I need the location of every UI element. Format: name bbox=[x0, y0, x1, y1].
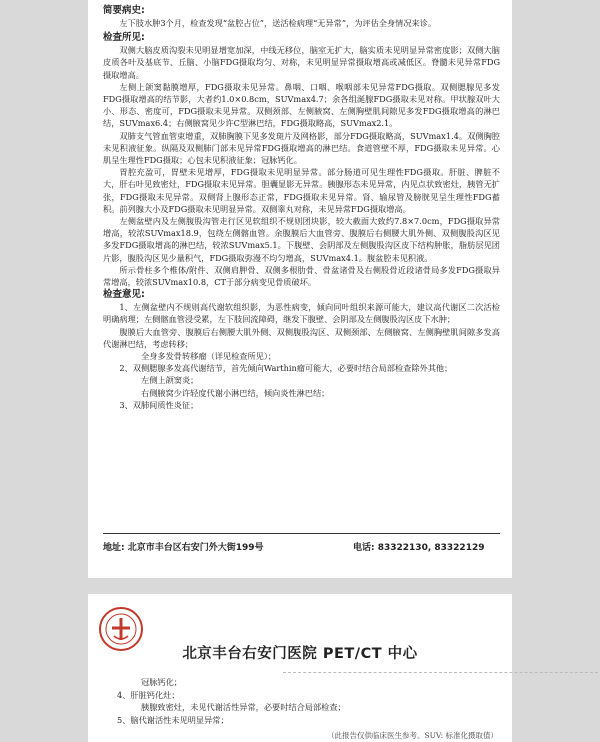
opinion-item: 2、双侧腮腺多发高代谢结节，首先倾向Warthin瘤可能大，必要时结合局部检查除外其他； bbox=[119, 363, 453, 374]
report-content bbox=[103, 4, 500, 411]
finding-paragraph: 双肺支气管血管束增重，双肺胸膜下见多发斑片及网格影，部分FDG摄取略高，SUVmax1.4。双侧胸腔未见积液征象。纵隔及双侧肺门部未见异常FDG摄取增高的淋巴结。食道管壁不厚，FDG摄取未见异常。心肌呈生理性FDG摄取；心包未见积液征象；冠脉钙化。 bbox=[103, 130, 500, 166]
continued-opinions bbox=[103, 676, 502, 726]
opinion-heading: 检查意见: bbox=[103, 289, 145, 301]
opinion-item: 全身多发骨转移瘤（详见检查所见）； bbox=[141, 351, 277, 362]
opinion-item: 3、双肺间质性炎征； bbox=[119, 399, 199, 410]
title-divider bbox=[283, 672, 600, 674]
opinion-item: 1、左侧盆壁内不规则高代谢软组织影，为恶性病变，倾向同叶组织来源可能大，建议高代谢区二次活检明确病理；左侧髂血管浸受累，左下肢回流障碍，继发下腹壁、会阴部及左侧腹股沟区皮下水肿； bbox=[103, 302, 500, 325]
opinion-item: 胰腺致密灶，未见代谢活性异常，必要时结合局部检查； bbox=[141, 702, 346, 712]
finding-paragraph: 左侧盆壁内及左侧腹股沟管走行区见软组织不规则团块影，较大截面大致约7.8×7.0cm，FDG摄取异常增高，较浓SUVmax18.9，包绕左侧髂血管。余腹膜后大血管旁、腹膜后右侧腰大肌外侧、双侧腹股沟区见多发FDG摄取增高的淋巴结，较浓SUVmax5.1。下腹壁、会阴部及左侧腹股沟区皮下结构肿胀，脂肪层见团片影，腹股沟区见少量积气，FDG摄取弥漫不均匀增高，SUVmax4.1。腹盆腔未见积液。 bbox=[103, 216, 500, 263]
opinion-item: 腹膜后大血管旁、腹膜后右侧腰大肌外侧、双侧腹股沟区、双侧颈部、左侧腋窝、左侧胸壁肌间隙多发高代谢淋巴结，考虑转移； bbox=[103, 326, 500, 349]
opinion-item: 5、脑代谢活性未见明显异常； bbox=[117, 714, 229, 725]
disclaimer-note: （此报告仅供临床医生参考。SUV: 标准化摄取值） bbox=[326, 731, 498, 740]
history-heading: 简要病史: bbox=[103, 5, 145, 16]
hospital-title: 北京丰台右安门医院 PET/CT 中心 bbox=[182, 646, 418, 662]
footer-divider bbox=[103, 533, 500, 534]
finding-paragraph: 左侧上颌窦黏膜增厚，FDG摄取未见异常。鼻咽、口咽、喉咽部未见异常FDG摄取。双侧腮腺见多发FDG摄取增高的结节影，大者约1.0×0.8cm，SUVmax4.7；余各组涎腺FDG摄取未见对称。甲状腺双叶大小、形态、密度可，FDG摄取未见异常。双侧颈部、左侧腋窝、左侧胸壁肌间隙见多发FDG摄取增高的淋巴结，SUVmax6.4；右侧腋窝见少许C型淋巴结，FDG摄取略高，SUVmax2.1。 bbox=[103, 81, 500, 129]
opinion-item: 冠脉钙化； bbox=[141, 677, 182, 687]
finding-paragraph: 胃腔充盈可，胃壁未见增厚，FDG摄取未见明显异常。部分肠道可见生理性FDG摄取。肝脏、脾脏不大，肝右叶见致密灶，FDG摄取未见异常。胆囊显影无异常。胰腺形态未见异常，内见点状致密灶，胰管无扩张，FDG摄取未见异常。双侧肾上腺形态正常，FDG摄取未见异常。肾、输尿管及膀胱见呈生理性FDG蓄积。前列腺大小及FDG摄取未见明显异常。双侧睾丸对称，未见异常FDG摄取增高。 bbox=[103, 167, 500, 214]
finding-paragraph: 双侧大脑皮质沟裂未见明显增宽加深，中线无移位，脑室无扩大，脑实质未见明显异常密度影；双侧大脑皮质各叶及基底节、丘脑、小脑FDG摄取均匀、对称，未见明显异常摄取增高或减低区。脊髓未见异常FDG摄取增高。 bbox=[103, 45, 500, 80]
address: 地址: 北京市丰台区右安门外大街199号 bbox=[103, 543, 264, 553]
report-page-1 bbox=[88, 0, 512, 578]
phone: 电话: 83322130, 83322129 bbox=[353, 543, 485, 553]
opinion-item: 左侧上颌窦炎； bbox=[141, 375, 199, 386]
finding-paragraph: 所示骨柱多个椎体/附件、双侧肩胛骨、双侧多根肋骨、骨盆诸骨及右侧股骨近段诸骨局多发FDG摄取异常增高，较浓SUVmax10.8，CT于部分病变见骨质破坏。 bbox=[103, 264, 500, 288]
opinion-item: 4、肝脏钙化灶； bbox=[117, 689, 180, 700]
opinion-item: 右侧腋窝少许轻度代谢小淋巴结，倾向炎性淋巴结； bbox=[141, 387, 330, 398]
history-text: 左下肢水肿3个月，检查发现“盆腔占位”，送活检病理“无异常”，为评估全身情况来诊。 bbox=[119, 18, 437, 28]
findings-heading: 检查所见: bbox=[103, 32, 145, 44]
report-page-2 bbox=[88, 594, 512, 742]
